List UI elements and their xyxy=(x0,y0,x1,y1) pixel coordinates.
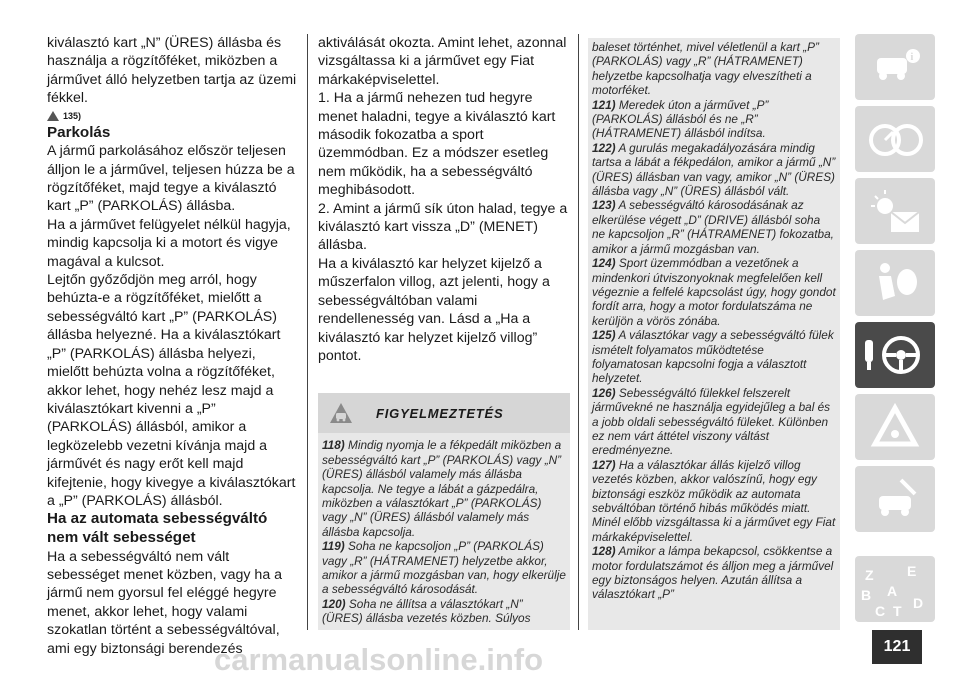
item-text: Amikor a lámpa bekapcsol, csökkentse a motor fordulatszámot és álljon meg a járművel egy biztonságos helyen. Azután állítsa a választókart „P” xyxy=(592,544,834,602)
car-info-icon xyxy=(855,34,935,100)
page-number: 121 xyxy=(872,630,922,664)
svg-text:T: T xyxy=(893,603,902,619)
paragraph: A jármű parkolásához először teljesen álljon le a járművel, teljesen húzza be a rögzítőféket, majd tegye a kiválasztó kart „P” (PARKOLÁS) állásba. xyxy=(47,143,295,215)
svg-text:i: i xyxy=(910,52,914,63)
paragraph: 2. Amint a jármű sík úton halad, tegye a kiválasztó kart vissza „D” (MENET) állásba. xyxy=(318,200,568,254)
column-divider-2 xyxy=(578,34,579,630)
section-heading-no-shift: Ha az automata sebességváltó nem vált sebességet xyxy=(47,510,268,546)
svg-text:Z: Z xyxy=(865,567,874,583)
warning-item xyxy=(592,198,836,256)
paragraph: Ha a sebességváltó nem vált sebességet menet közben, vagy ha a jármű nem gyorsul fel eléggé hegyre menet, akkor lehet, hogy valami szokatlan történt a sebességváltóval, ami egy biztonsági berendezés xyxy=(47,548,283,657)
reference-number: 135) xyxy=(63,110,82,121)
item-number: 120) xyxy=(322,596,346,611)
item-number: 118) xyxy=(322,438,345,453)
column-divider-1 xyxy=(307,34,308,630)
warning-item xyxy=(322,597,566,626)
watermark: carmanualsonline.info xyxy=(214,642,544,677)
section-heading-parking: Parkolás xyxy=(47,123,111,141)
paragraph: Ha a járművet felügyelet nélkül hagyja, mindig kapcsolja ki a motort és vigye magával a kulcsot. xyxy=(47,216,291,270)
item-text: Ha a választókar állás kijelző villog vezetés közben, akkor valószínű, hogy egy biztonsági eszköz működik az automata sebváltóban történő hibás működés miatt. Minél előbb vizsgáltassa ki a járművet egy Fiat márkaképviselettel. xyxy=(592,457,836,544)
item-text: A gurulás megakadályozására mindig tartsa a lábát a fékpedálon, amikor a jármű „N” (ÜRES) állásban van vagy, amikor „N” (ÜRES) állásba vagy „N” (ÜRES) állásból vált. xyxy=(592,140,836,199)
paragraph: kiválasztó kart „N” (ÜRES) állásba és használja a rögzítőféket, miközben a járművet álló helyzetben tartja az üzemi fékkel. xyxy=(47,35,297,107)
warning-item xyxy=(322,539,566,597)
warning-item xyxy=(592,328,836,386)
item-number: 119) xyxy=(322,539,345,554)
wrench-car-icon xyxy=(855,466,935,532)
svg-text:E: E xyxy=(907,563,917,579)
warning-item xyxy=(592,141,836,199)
item-text: Soha ne kapcsoljon „P” (PARKOLÁS) vagy „R” (HÁTRAMENET) helyzetbe akkor, amikor a jármű mozgásban van, hogy elkerülje a sebességváltó károsodását. xyxy=(322,539,566,597)
item-text: A választókar vagy a sebességváltó fülek ismételt folyamatos működtetése folyamatosan kapcsolni fogja a választott helyzetet. xyxy=(592,328,834,386)
index-letters-icon xyxy=(855,556,935,622)
dashboard-icon xyxy=(855,106,935,172)
tab-starting-driving[interactable] xyxy=(855,322,935,388)
item-text: Soha ne állítsa a választókart „N” (ÜRES) állásba vezetés közben. Súlyos xyxy=(322,596,531,626)
paragraph: 1. Ha a jármű nehezen tud hegyre menet haladni, tegye a kiválasztó kart második fokozatba a sport üzemmódban. Ez a módszer esetleg nem működik, ha a sebességváltó meghibásodott. xyxy=(318,90,556,199)
steering-wheel-icon xyxy=(855,322,935,388)
left-column xyxy=(47,34,299,658)
warning-triangle-icon xyxy=(47,111,59,121)
paragraph: Ha a kiválasztó kar helyzet kijelző a műszerfalon villog, azt jelenti, hogy a sebességváltóban valami rendellenesség van. Lásd a „Ha a kiválasztó kar helyzet kijelző villog” pontot. xyxy=(318,255,550,364)
warning-item xyxy=(592,386,836,458)
svg-text:A: A xyxy=(887,583,898,599)
tab-index[interactable] xyxy=(855,556,935,622)
warning-header xyxy=(318,393,570,433)
item-text: Mindig nyomja le a fékpedált miközben a sebességváltó kart „P” (PARKOLÁS) vagy „N” (ÜRES) állásból valamely más állásba kapcsolja. Ne tegye a lábát a gázpedálra, miközben a választókart „P” (PARKOLÁS) vagy „N” (ÜRES) állásból valamely más állásba kapcsolja. xyxy=(322,438,562,539)
tab-car-info[interactable] xyxy=(855,34,935,100)
item-number: 127) xyxy=(592,457,616,472)
warning-item xyxy=(592,544,836,602)
tab-emergency[interactable] xyxy=(855,394,935,460)
warning-reference xyxy=(47,110,299,122)
item-number: 124) xyxy=(592,256,616,271)
tab-maintenance[interactable] xyxy=(855,466,935,532)
item-number: 125) xyxy=(592,328,616,343)
airbag-seat-icon xyxy=(855,250,935,316)
paragraph: Lejtőn győződjön meg arról, hogy behúzta-e a rögzítőféket, mielőtt a sebességváltó kart „P” (PARKOLÁS) állásba helyezné. Ha a kiválasztókart „P” (PARKOLÁS) állásba helyezi, mielőtt behúzta volna a rögzítőféket, akkor lehet, hogy nehéz lesz majd a kiválasztókart kivenni a „P” (PARKOLÁS) állásból, amikor a legközelebb vezetni kívánja majd a járművét és nagy erőt kell majd kifejtenie, hogy kivegye a kiválasztókart a „P” (PARKOLÁS) állásból. xyxy=(47,272,296,509)
warning-item xyxy=(592,458,836,544)
tab-safety[interactable] xyxy=(855,250,935,316)
item-text: Sport üzemmódban a vezetőnek a mindenkori útviszonyoknak megfelelően kell végeznie a felfelé kapcsolást úgy, hogy gondot fordít arra, hogy a motor fordulatszáma ne kerüljön a vörös zónába. xyxy=(592,256,836,328)
item-number: 123) xyxy=(592,198,616,213)
tab-warning-lights[interactable] xyxy=(855,178,935,244)
tab-dashboard[interactable] xyxy=(855,106,935,172)
right-column-warnings xyxy=(588,38,840,630)
warning-item xyxy=(592,98,836,141)
warning-item xyxy=(322,438,566,539)
warning-lights-icon xyxy=(855,178,935,244)
svg-text:B: B xyxy=(861,587,872,603)
warning-box xyxy=(318,393,570,629)
svg-text:D: D xyxy=(913,595,924,611)
item-number: 126) xyxy=(592,385,616,400)
warning-title: FIGYELMEZTETÉS xyxy=(376,405,504,421)
item-text: Sebességváltó fülekkel felszerelt járművekné ne használja egyidejűleg a bal és a jobb oldali sebességváltó füleket. Különben ez nem várt áttétel viszony váltást eredményezne. xyxy=(592,385,831,458)
middle-column xyxy=(318,34,570,630)
paragraph: aktiválását okozta. Amint lehet, azonnal vizsgáltassa ki a járművet egy Fiat márkaképviselettel. xyxy=(318,35,567,88)
item-number: 121) xyxy=(592,97,616,112)
item-number: 128) xyxy=(592,544,616,559)
warning-item xyxy=(592,256,836,328)
warning-continuation: baleset történhet, mivel véletlenül a kart „P” (PARKOLÁS) vagy „R” (HÁTRAMENET) helyzetbe kapcsolhatja vagy elveszítheti a motorféket. xyxy=(592,40,819,98)
warning-body xyxy=(318,433,570,629)
item-text: A sebességváltó károsodásának az elkerülése végett „D” (DRIVE) állásból soha ne kapcsoljon „R” (HÁTRAMENET) fokozatba, amikor a jármű mozgásban van. xyxy=(592,198,834,256)
warning-car-icon xyxy=(326,397,356,429)
warning-triangle-icon xyxy=(855,394,935,460)
item-number: 122) xyxy=(592,140,616,155)
item-text: Meredek úton a járművet „P” (PARKOLÁS) állásból és ne „R” (HÁTRAMENET) állásból indítsa. xyxy=(592,97,769,141)
svg-text:C: C xyxy=(875,603,886,619)
